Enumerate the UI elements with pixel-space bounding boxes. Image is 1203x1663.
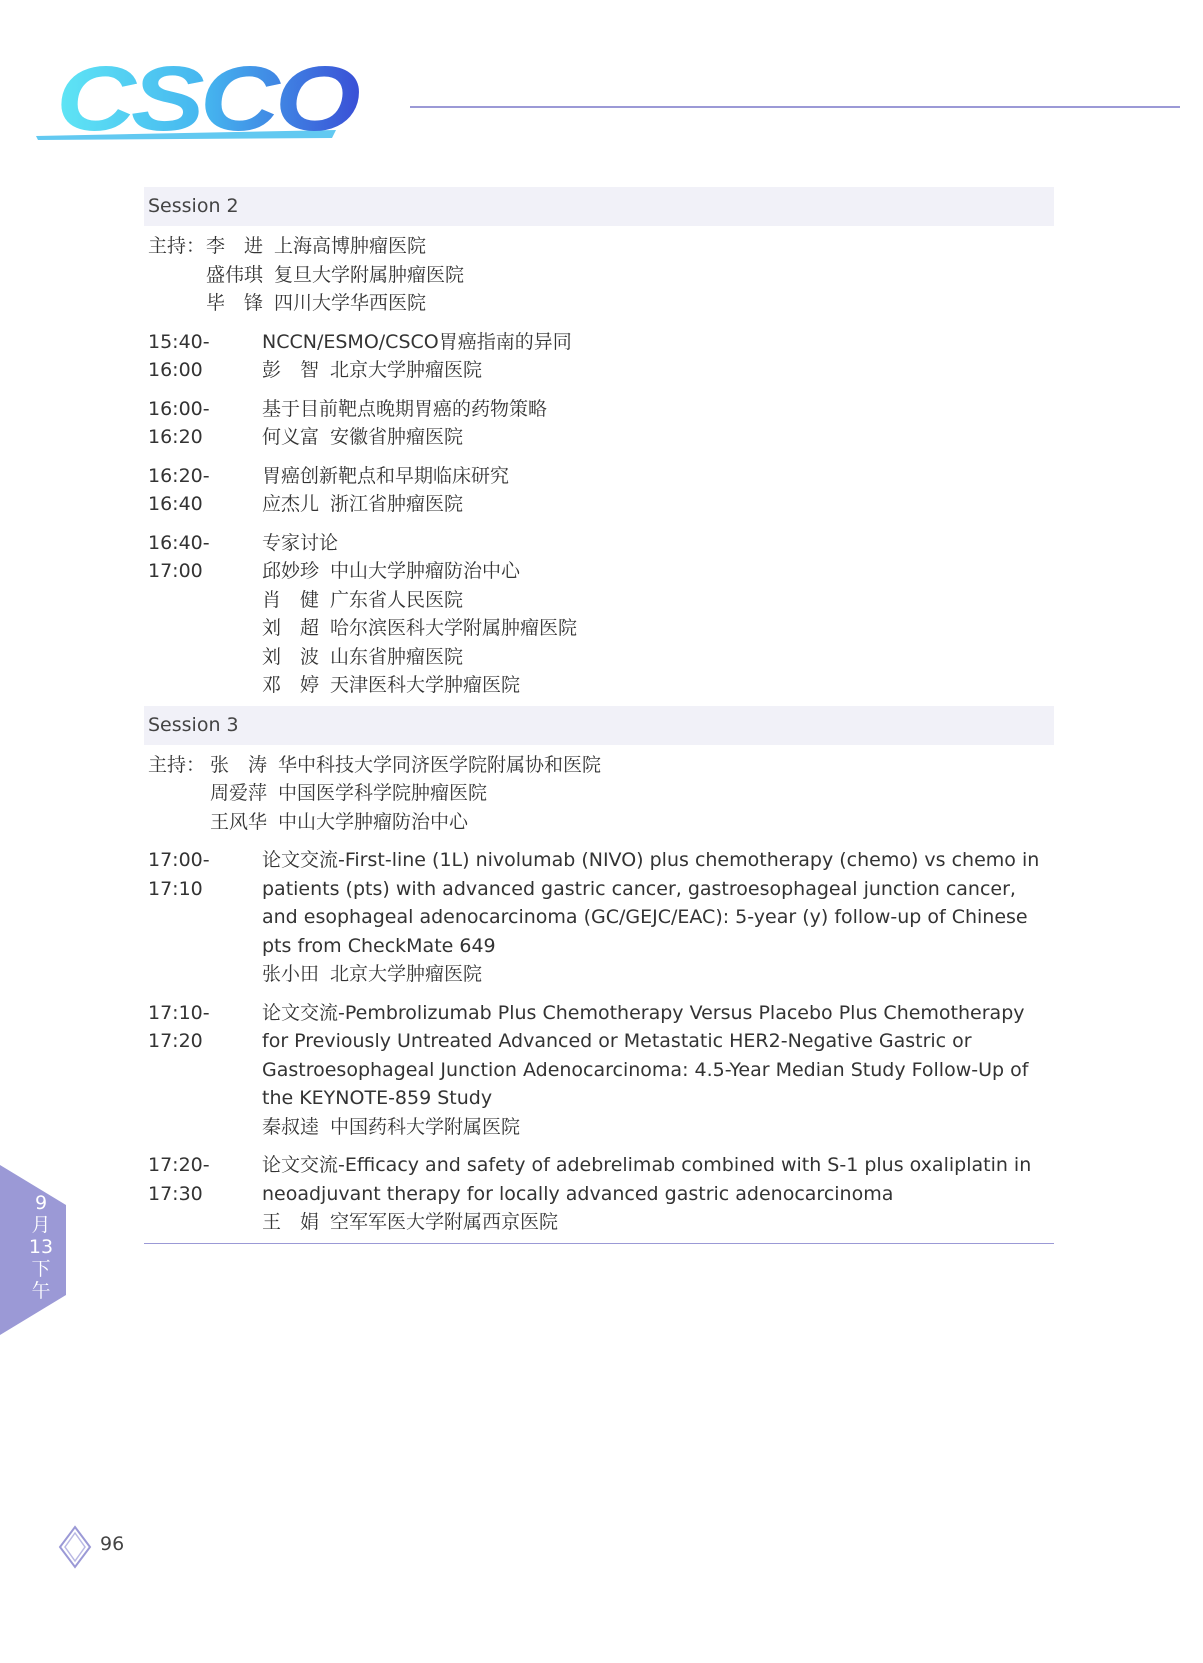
host-list <box>144 751 1054 837</box>
talk-item <box>144 1151 1054 1237</box>
talk-title: 论文交流-Pembrolizumab Plus Chemotherapy Versus Placebo Plus Chemotherapy for Previously Untreated Advanced or Metastatic HER2-Negative Gastric or Gastroesophageal Junction Adenocarcinoma: 4.5-Year Median Study Follow-Up of the KEYNOTE-859 Study <box>262 1001 1029 1109</box>
host-name: 王风华 <box>210 810 268 833</box>
talk-title: NCCN/ESMO/CSCO胃癌指南的异同 <box>262 330 572 353</box>
speaker-org: 北京大学肿瘤医院 <box>330 963 483 985</box>
session-header: Session 2 <box>144 187 1054 226</box>
speaker-org: 哈尔滨医科大学附属肿瘤医院 <box>330 617 578 639</box>
talk-time: 16:00-16:20 <box>148 397 210 448</box>
host-name: 张 涛 <box>210 753 268 776</box>
speaker <box>262 671 1050 700</box>
host-org: 复旦大学附属肿瘤医院 <box>274 263 465 286</box>
speaker-name: 邱妙珍 <box>262 560 320 582</box>
speaker <box>262 643 1050 672</box>
speaker <box>262 960 1050 989</box>
talk-time: 17:10-17:20 <box>148 1001 210 1052</box>
talk-time: 15:40-16:00 <box>148 330 210 381</box>
talk-body <box>262 328 1054 385</box>
host-org: 华中科技大学同济医学院附属协和医院 <box>278 753 602 776</box>
speaker-org: 天津医科大学肿瘤医院 <box>330 674 521 696</box>
speaker <box>262 490 1050 519</box>
host-row <box>206 289 1054 318</box>
talk-body <box>262 1151 1054 1237</box>
speaker-name: 何义富 <box>262 426 320 448</box>
speaker <box>262 356 1050 385</box>
speaker <box>262 1208 1050 1237</box>
program-content <box>144 187 1054 1244</box>
speaker-org: 山东省肿瘤医院 <box>330 645 464 668</box>
host-name: 毕 锋 <box>206 292 264 314</box>
talk-body <box>262 395 1054 452</box>
talk-item <box>144 999 1054 1142</box>
diamond-icon <box>58 1525 92 1569</box>
speaker-name: 应杰儿 <box>262 493 320 515</box>
speaker-org: 广东省人民医院 <box>330 588 464 611</box>
speaker-name: 秦叔逵 <box>262 1115 320 1138</box>
talk-time: 16:40-17:00 <box>148 531 210 582</box>
talk-time: 17:00-17:10 <box>148 849 210 900</box>
speaker-name: 刘 波 <box>262 645 320 668</box>
host-list <box>144 232 1054 318</box>
page-number: 96 <box>100 1533 125 1555</box>
speaker-name: 张小田 <box>262 963 320 985</box>
speaker-name: 王 娟 <box>262 1211 320 1233</box>
speaker-org: 安徽省肿瘤医院 <box>330 426 464 448</box>
host-row <box>206 232 1054 261</box>
talk-title: 专家讨论 <box>262 531 339 554</box>
csco-logo <box>36 58 376 148</box>
talk-time: 17:20-17:30 <box>148 1154 210 1205</box>
host-org: 四川大学华西医院 <box>274 292 427 314</box>
host-label: 主持： <box>148 235 206 257</box>
talk-item <box>144 395 1054 452</box>
header-divider <box>410 106 1180 108</box>
speaker-org: 中山大学肿瘤防治中心 <box>330 560 521 582</box>
speaker <box>262 586 1050 615</box>
talk-item <box>144 328 1054 385</box>
talk-item <box>144 846 1054 989</box>
host-org: 中山大学肿瘤防治中心 <box>278 810 469 833</box>
talk-body <box>262 999 1054 1142</box>
speaker <box>262 557 1050 586</box>
talk-item <box>144 529 1054 700</box>
date-tab-label: 9月13下午 <box>28 1192 54 1302</box>
host-row <box>210 751 1054 780</box>
session-header: Session 3 <box>144 706 1054 745</box>
speaker-org: 浙江省肿瘤医院 <box>330 493 464 515</box>
host-row <box>210 779 1054 808</box>
host-label: 主持： <box>148 753 206 776</box>
speaker-name: 肖 健 <box>262 588 320 611</box>
speaker <box>262 1113 1050 1142</box>
host-row <box>210 808 1054 837</box>
talk-body <box>262 462 1054 519</box>
host-org: 上海高博肿瘤医院 <box>274 235 427 257</box>
talk-title: 胃癌创新靶点和早期临床研究 <box>262 464 510 487</box>
host-org: 中国医学科学院肿瘤医院 <box>278 782 488 804</box>
talk-title: 论文交流-First-line (1L) nivolumab (NIVO) plus chemotherapy (chemo) vs chemo in patients (pts) with advanced gastric cancer, gastroesophageal junction cancer, and esophageal adenocarcinoma (GC/GEJC/EAC): 5-year (y) follow-up of Chinese pts from CheckMate 649 <box>262 849 1040 957</box>
session-hosts <box>144 232 1054 318</box>
talk-item <box>144 462 1054 519</box>
host-row <box>206 261 1054 290</box>
session-hosts <box>144 751 1054 837</box>
speaker-org: 中国药科大学附属医院 <box>330 1115 521 1138</box>
talk-title: 基于目前靶点晚期胃癌的药物策略 <box>262 397 548 420</box>
host-name: 周爱萍 <box>210 782 268 804</box>
speaker-name: 邓 婷 <box>262 674 320 696</box>
logo-text: CSCO <box>56 58 361 148</box>
talk-time: 16:20-16:40 <box>148 464 210 515</box>
host-name: 盛伟琪 <box>206 263 264 286</box>
talk-body <box>262 529 1054 700</box>
speaker-org: 北京大学肿瘤医院 <box>330 359 483 381</box>
speaker-org: 空军军医大学附属西京医院 <box>330 1211 559 1233</box>
host-name: 李 进 <box>206 235 264 257</box>
talk-title: 论文交流-Efficacy and safety of adebrelimab combined with S-1 plus oxaliplatin in neoadjuvant therapy for locally advanced gastric adenocarcinoma <box>262 1154 1032 1205</box>
speaker <box>262 614 1050 643</box>
speaker <box>262 423 1050 452</box>
speaker-name: 刘 超 <box>262 617 320 639</box>
section-end-divider <box>144 1243 1054 1244</box>
speaker-name: 彭 智 <box>262 359 320 381</box>
talk-body <box>262 846 1054 989</box>
